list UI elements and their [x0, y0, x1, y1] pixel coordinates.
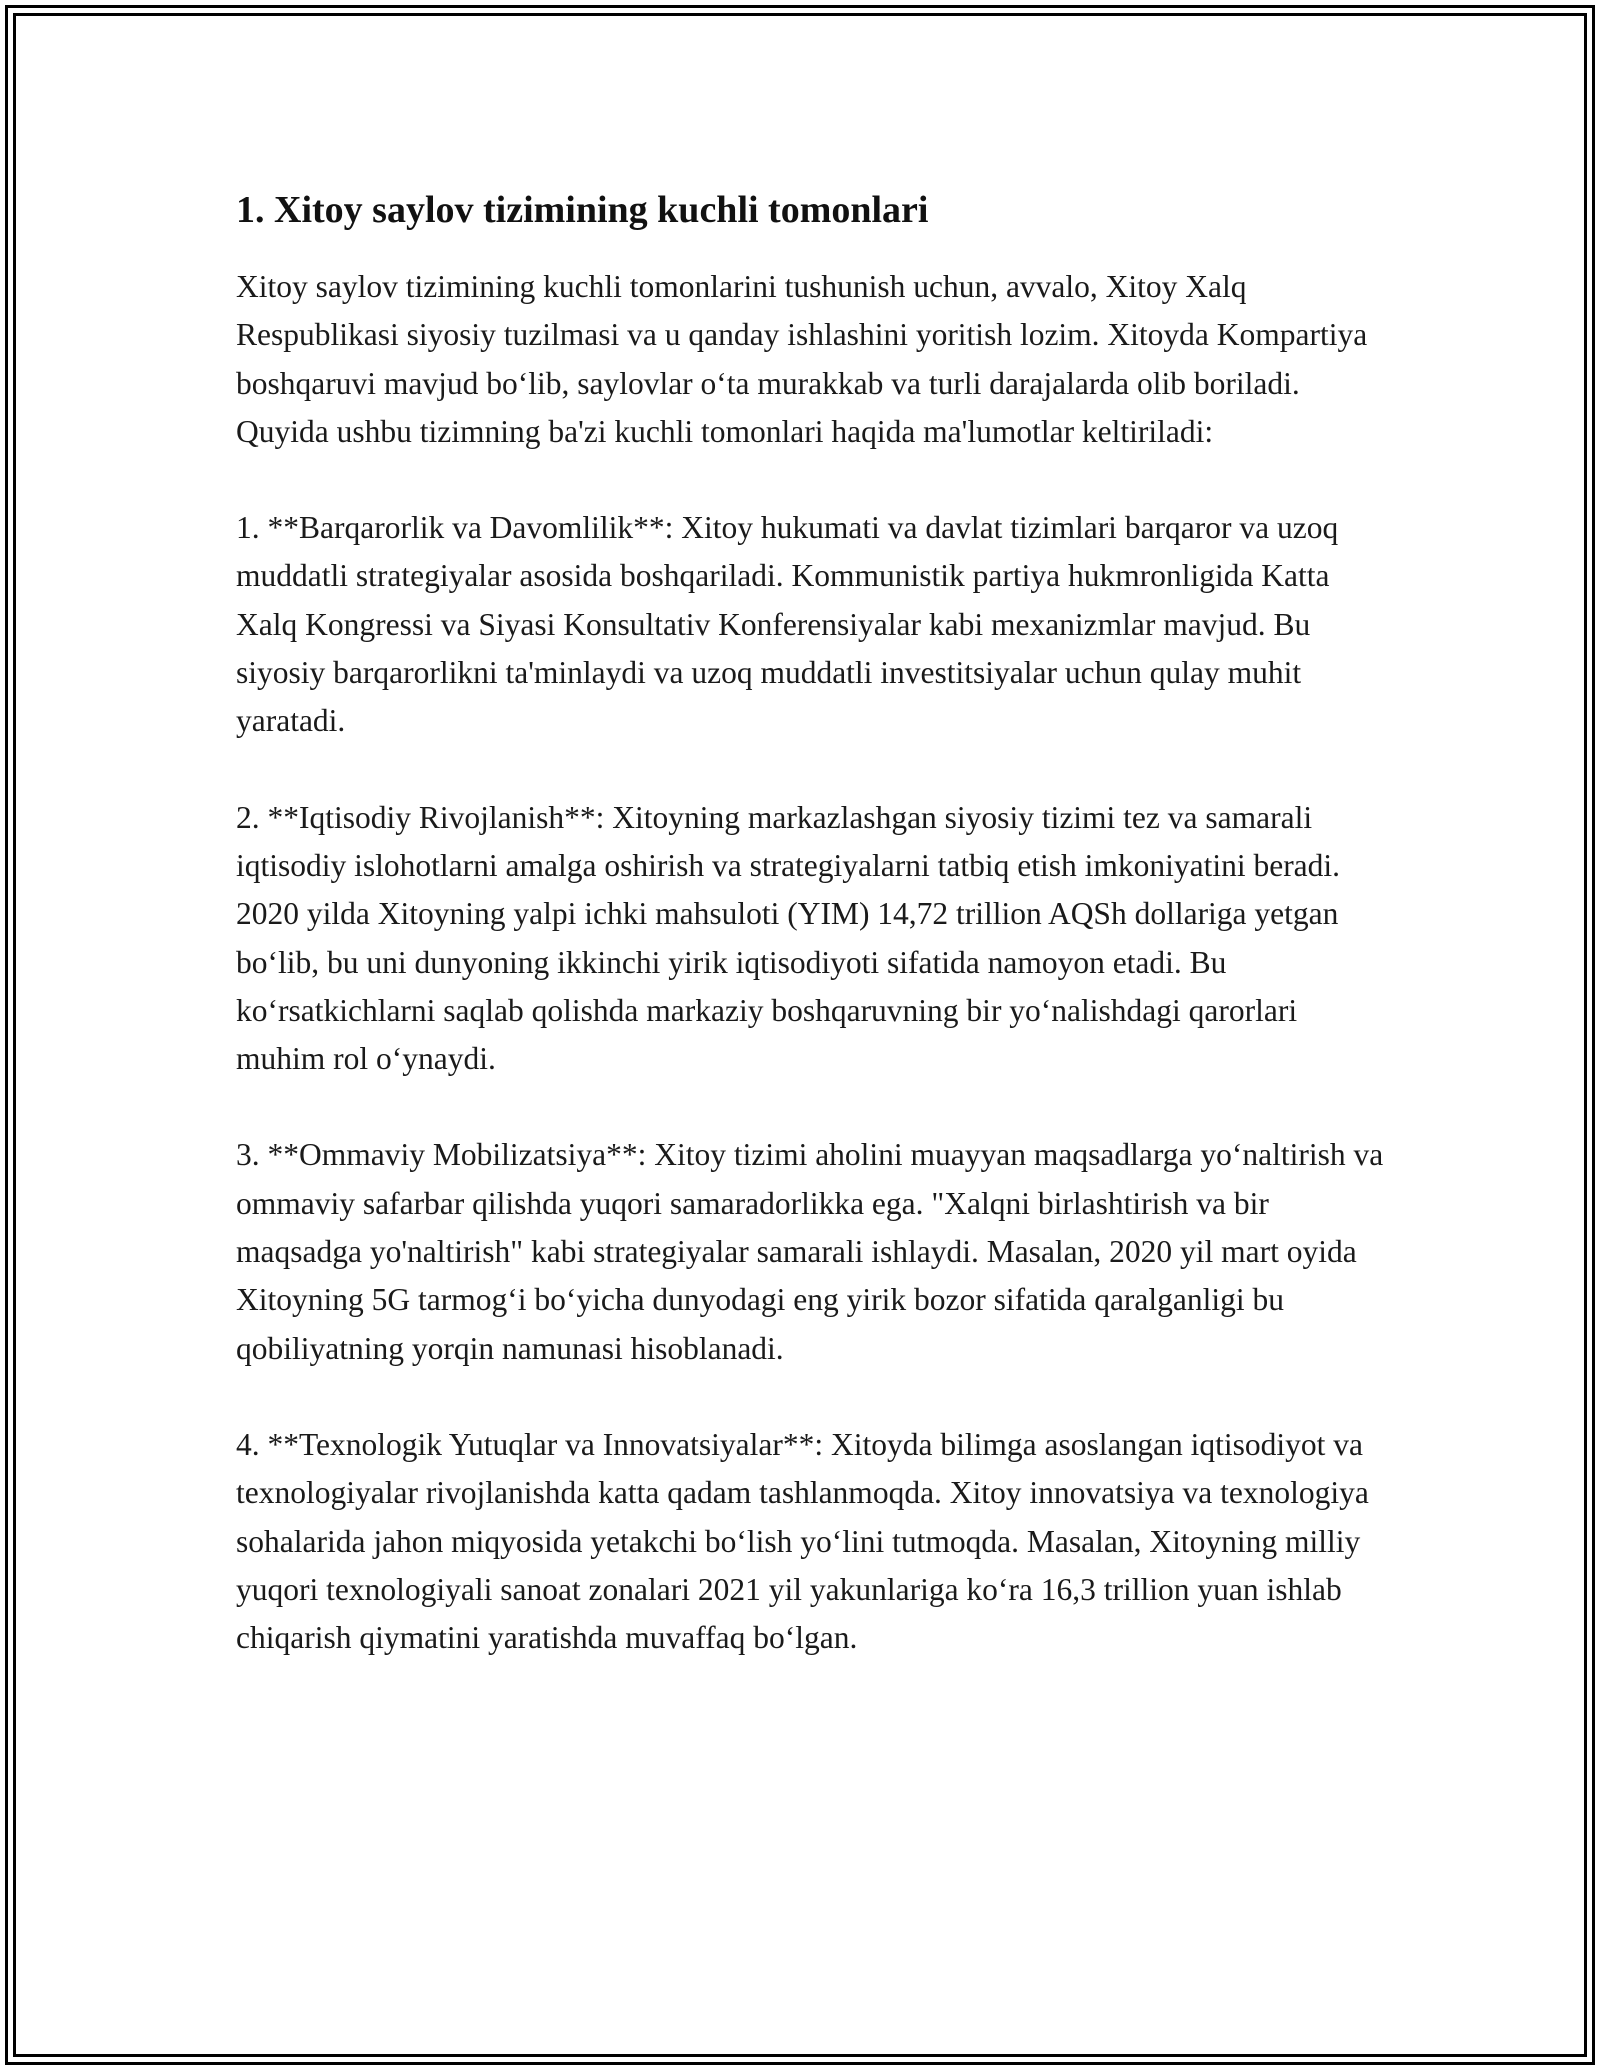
list-item-stability: 1. **Barqarorlik va Davomlilik**: Xitoy hukumati va davlat tizimlari barqaror va uzoq muddatli strategiyalar asosida boshqariladi. Kommunistik partiya hukmronligida Katta Xalq Kongressi va Siyasi Konsultativ Konferensiyalar kabi mexanizmlar mavjud. Bu siyosiy barqarorlikni ta'minlaydi va uzoq muddatli investitsiyalar uchun qulay muhit yaratadi. [236, 510, 1339, 739]
intro-paragraph: Xitoy saylov tizimining kuchli tomonlarini tushunish uchun, avvalo, Xitoy Xalq Respublikasi siyosiy tuzilmasi va u qanday ishlashini yoritish lozim. Xitoyda Kompartiya boshqaruvi mavjud bo‘lib, saylovlar o‘ta murakkab va turli darajalarda olib boriladi. Quyida ushbu tizimning ba'zi kuchli tomonlari haqida ma'lumotlar keltiriladi: [236, 269, 1368, 449]
section-heading: 1. Xitoy saylov tizimining kuchli tomonlari [236, 189, 929, 231]
list-item-technology-innovation: 4. **Texnologik Yutuqlar va Innovatsiyalar**: Xitoyda bilimga asoslangan iqtisodiyot va texnologiyalar rivojlanishda katta qadam tashlanmoqda. Xitoy innovatsiya va texnologiya sohalarida jahon miqyosida yetakchi bo‘lish yo‘lini tutmoqda. Masalan, Xitoyning milliy yuqori texnologiyali sanoat zonalari 2021 yil yakunlariga ko‘ra 16,3 trillion yuan ishlab chiqarish qiymatini yaratishda muvaffaq bo‘lgan. [236, 1426, 1369, 1656]
document-body [236, 185, 1386, 1662]
list-item-mass-mobilization: 3. **Ommaviy Mobilizatsiya**: Xitoy tizimi aholini muayyan maqsadlarga yo‘naltirish va ommaviy safarbar qilishda yuqori samaradorlikka ega. "Xalqni birlashtirish va bir maqsadga yo'naltirish" kabi strategiyalar samarali ishlaydi. Masalan, 2020 yil mart oyida Xitoyning 5G tarmog‘i bo‘yicha dunyodagi eng yirik bozor sifatida qaralganligi bu qobiliyatning yorqin namunasi hisoblanadi. [236, 1137, 1384, 1366]
list-item-economic-development: 2. **Iqtisodiy Rivojlanish**: Xitoyning markazlashgan siyosiy tizimi tez va samarali iqtisodiy islohotlarni amalga oshirish va strategiyalarni tatbiq etish imkoniyatini beradi. 2020 yilda Xitoyning yalpi ichki mahsuloti (YIM) 14,72 trillion AQSh dollariga yetgan bo‘lib, bu uni dunyoning ikkinchi yirik iqtisodiyoti sifatida namoyon etadi. Bu ko‘rsatkichlarni saqlab qolishda markaziy boshqaruvning bir yo‘nalishdagi qarorlari muhim rol o‘ynaydi. [236, 799, 1341, 1077]
